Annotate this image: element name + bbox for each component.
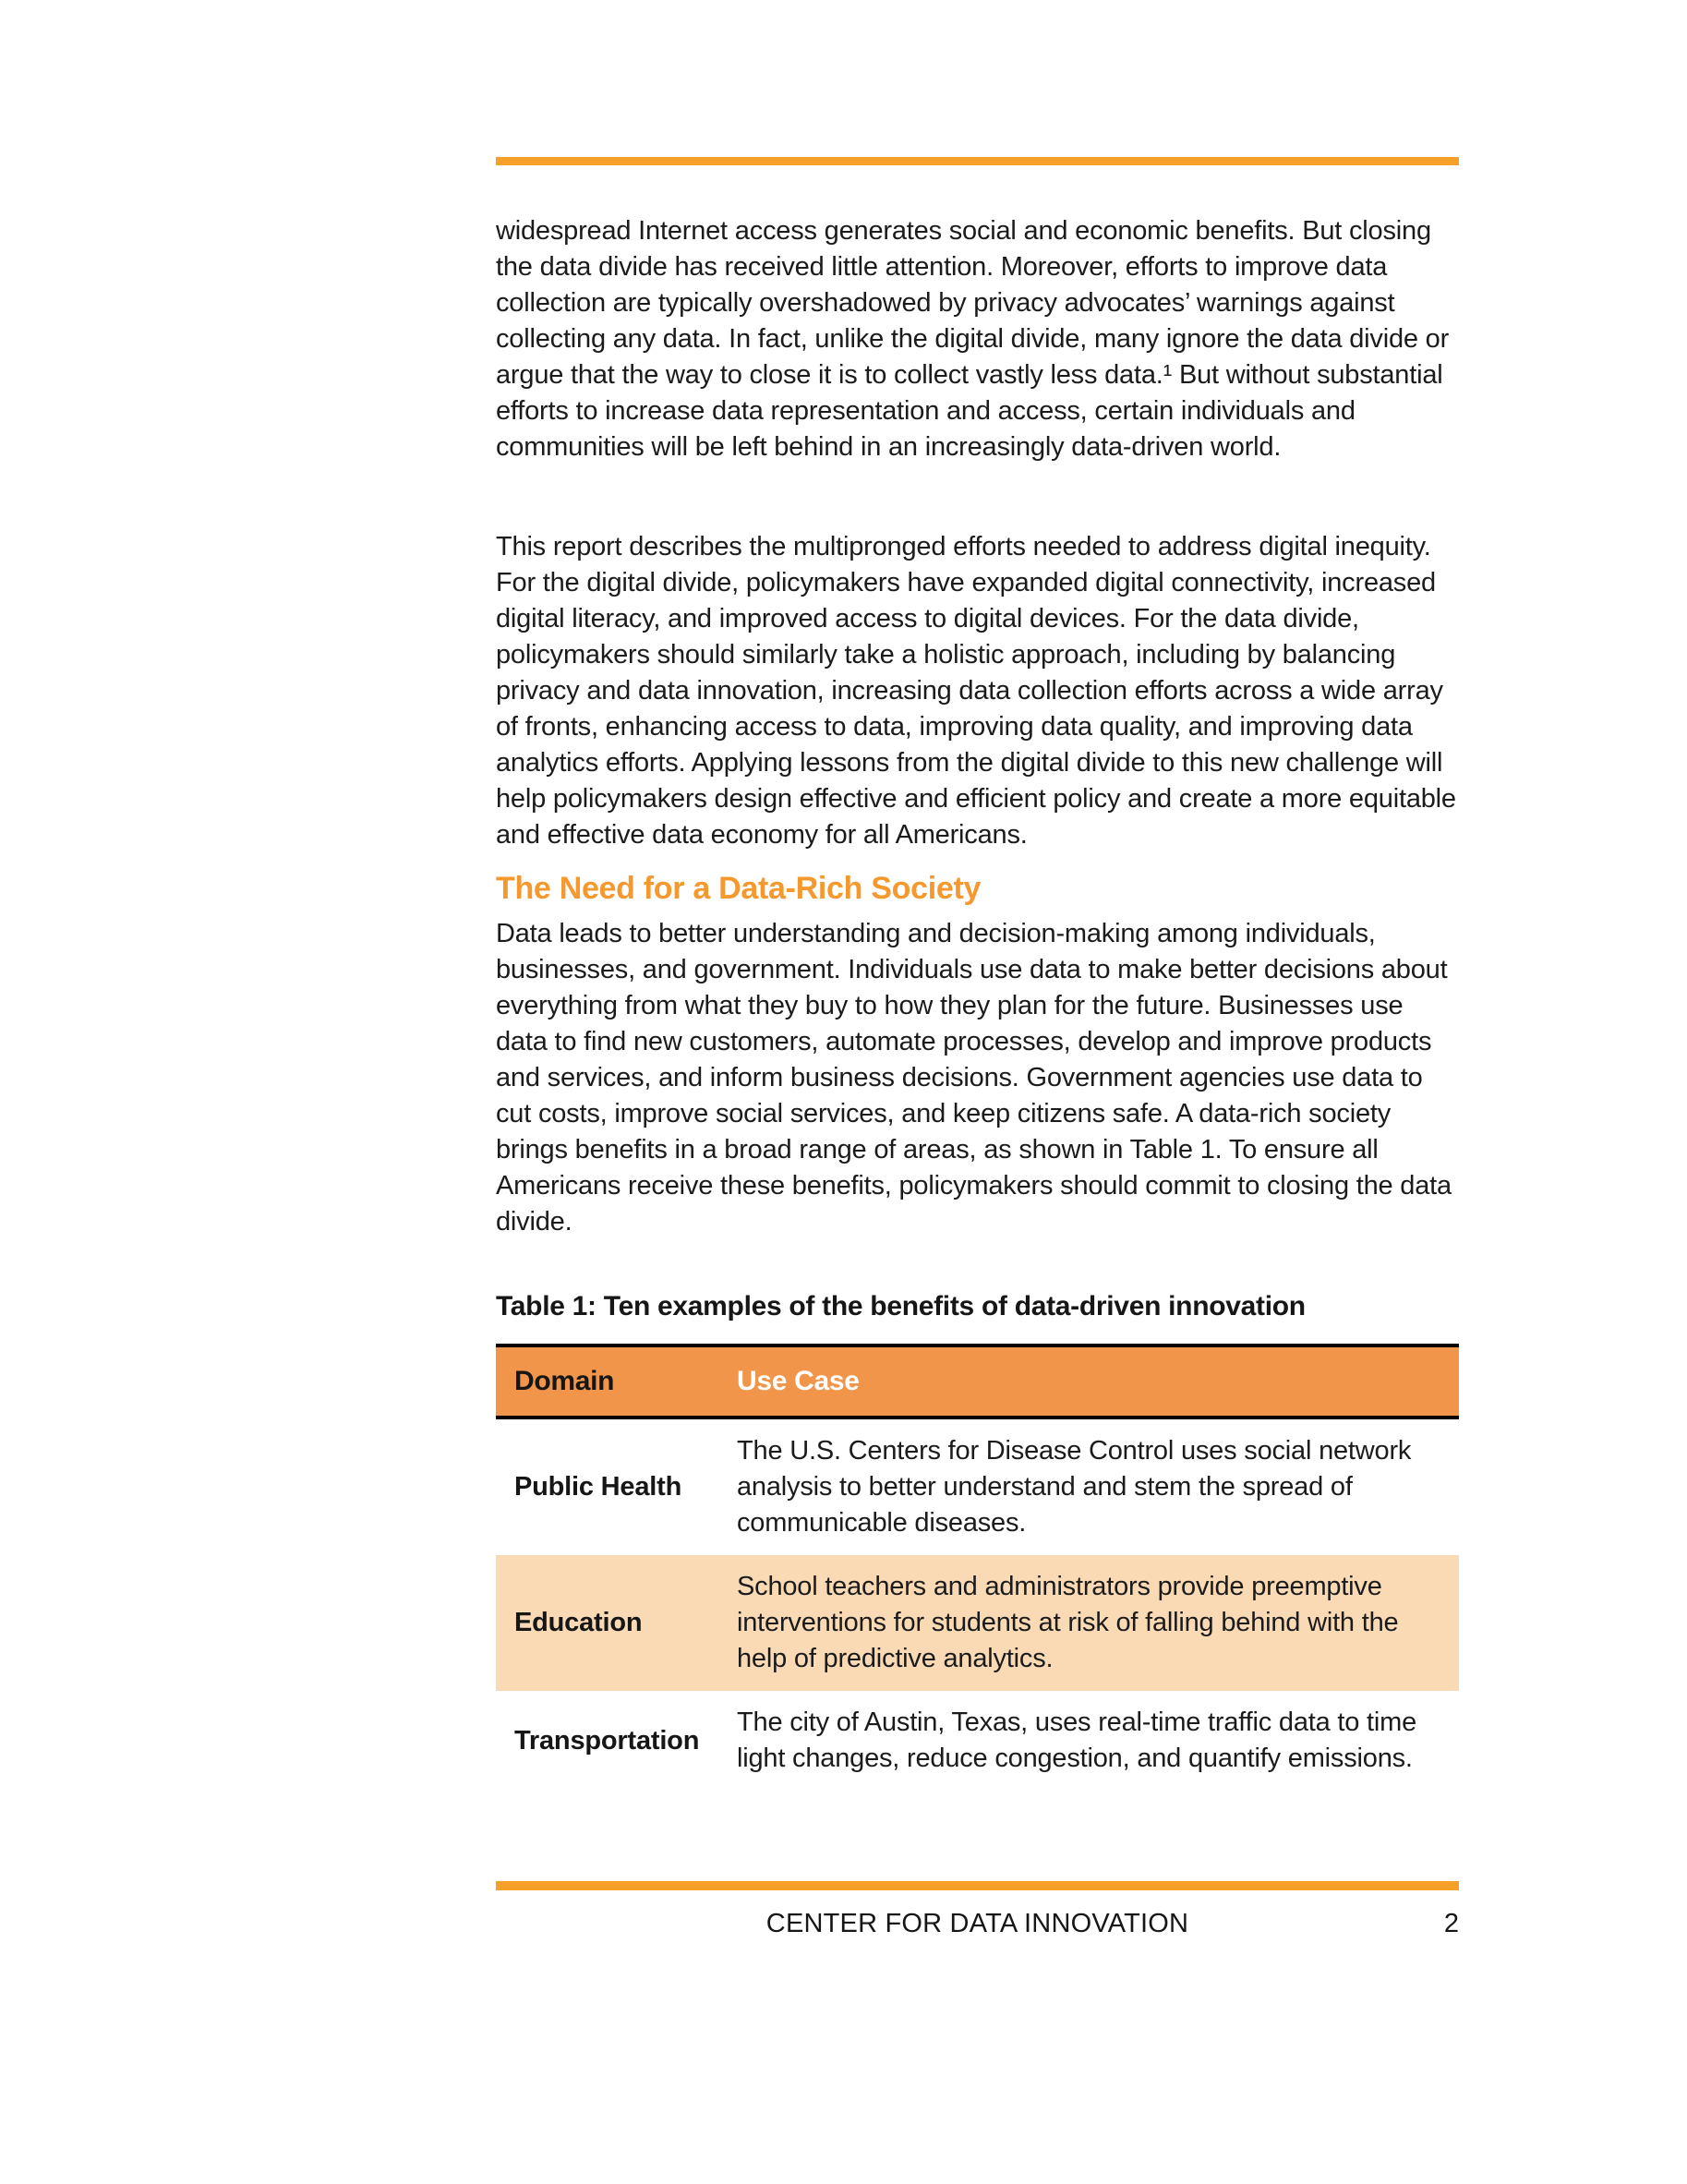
benefits-table [496,1344,1459,1791]
table-title: Table 1: Ten examples of the benefits of data-driven innovation [496,1291,1306,1321]
domain-cell: Education [514,1608,643,1637]
page-number: 2 [1443,1909,1459,1938]
paragraph-report-overview: This report describes the multipronged efforts needed to address digital inequity. For the digital divide, policymakers have expanded digital connectivity, increased digital literacy, and improved access to digital devices. For the data divide, policymakers should similarly take a holistic approach, including by balancing privacy and data innovation, increasing data collection efforts across a wide array of fronts, enhancing access to data, improving data quality, and improving data analytics efforts. Applying lessons from the digital divide to this new challenge will help policymakers design effective and efficient policy and create a more equitable and effective data economy for all Americans. [496,532,1456,850]
domain-cell: Public Health [514,1472,682,1502]
table-row-education [496,1555,1459,1691]
footer-accent-rule [496,1881,1459,1890]
footer-org-name: CENTER FOR DATA INNOVATION [765,1909,1189,1938]
table-row-public-health [496,1419,1459,1555]
use-case-cell: School teachers and administrators provide preemptive interventions for students at risk of falling behind with the help of predictive analytics. [737,1572,1399,1673]
use-case-cell: The city of Austin, Texas, uses real-time traffic data to time light changes, reduce congestion, and quantify emissions. [737,1707,1417,1773]
table-header-domain: Domain [514,1366,615,1396]
table-header-row [496,1347,1459,1419]
content-column [496,0,1459,1942]
domain-cell: Transportation [514,1725,700,1756]
use-case-cell: The U.S. Centers for Disease Control uses social network analysis to better understand and stem the spread of communicable diseases. [737,1436,1412,1538]
paragraph-data-benefits: Data leads to better understanding and decision-making among individuals, businesses, and government. Individuals use data to make better decisions about everything from what they buy to how they plan for the future. Businesses use data to find new customers, automate processes, develop and improve products and services, and inform business decisions. Government agencies use data to cut costs, improve social services, and keep citizens safe. A data-rich society brings benefits in a broad range of areas, as shown in Table 1. To ensure all Americans receive these benefits, policymakers should commit to closing the data divide. [496,919,1452,1237]
top-accent-rule [496,157,1459,165]
table-header-use-case: Use Case [737,1366,860,1396]
section-heading-data-rich-society: The Need for a Data-Rich Society [496,871,982,906]
paragraph-data-divide-intro: widespread Internet access generates social and economic benefits. But closing the data divide has received little attention. Moreover, efforts to improve data collection are typically overshadowed by privacy advocates’ warnings against collecting any data. In fact, unlike the digital divide, many ignore the data divide or argue that the way to close it is to collect vastly less data.¹ But without substantial efforts to increase data representation and access, certain individuals and communities will be left behind in an increasingly data-driven world. [496,216,1450,462]
table-row-transportation [496,1691,1459,1791]
page-footer [496,1905,1459,1942]
